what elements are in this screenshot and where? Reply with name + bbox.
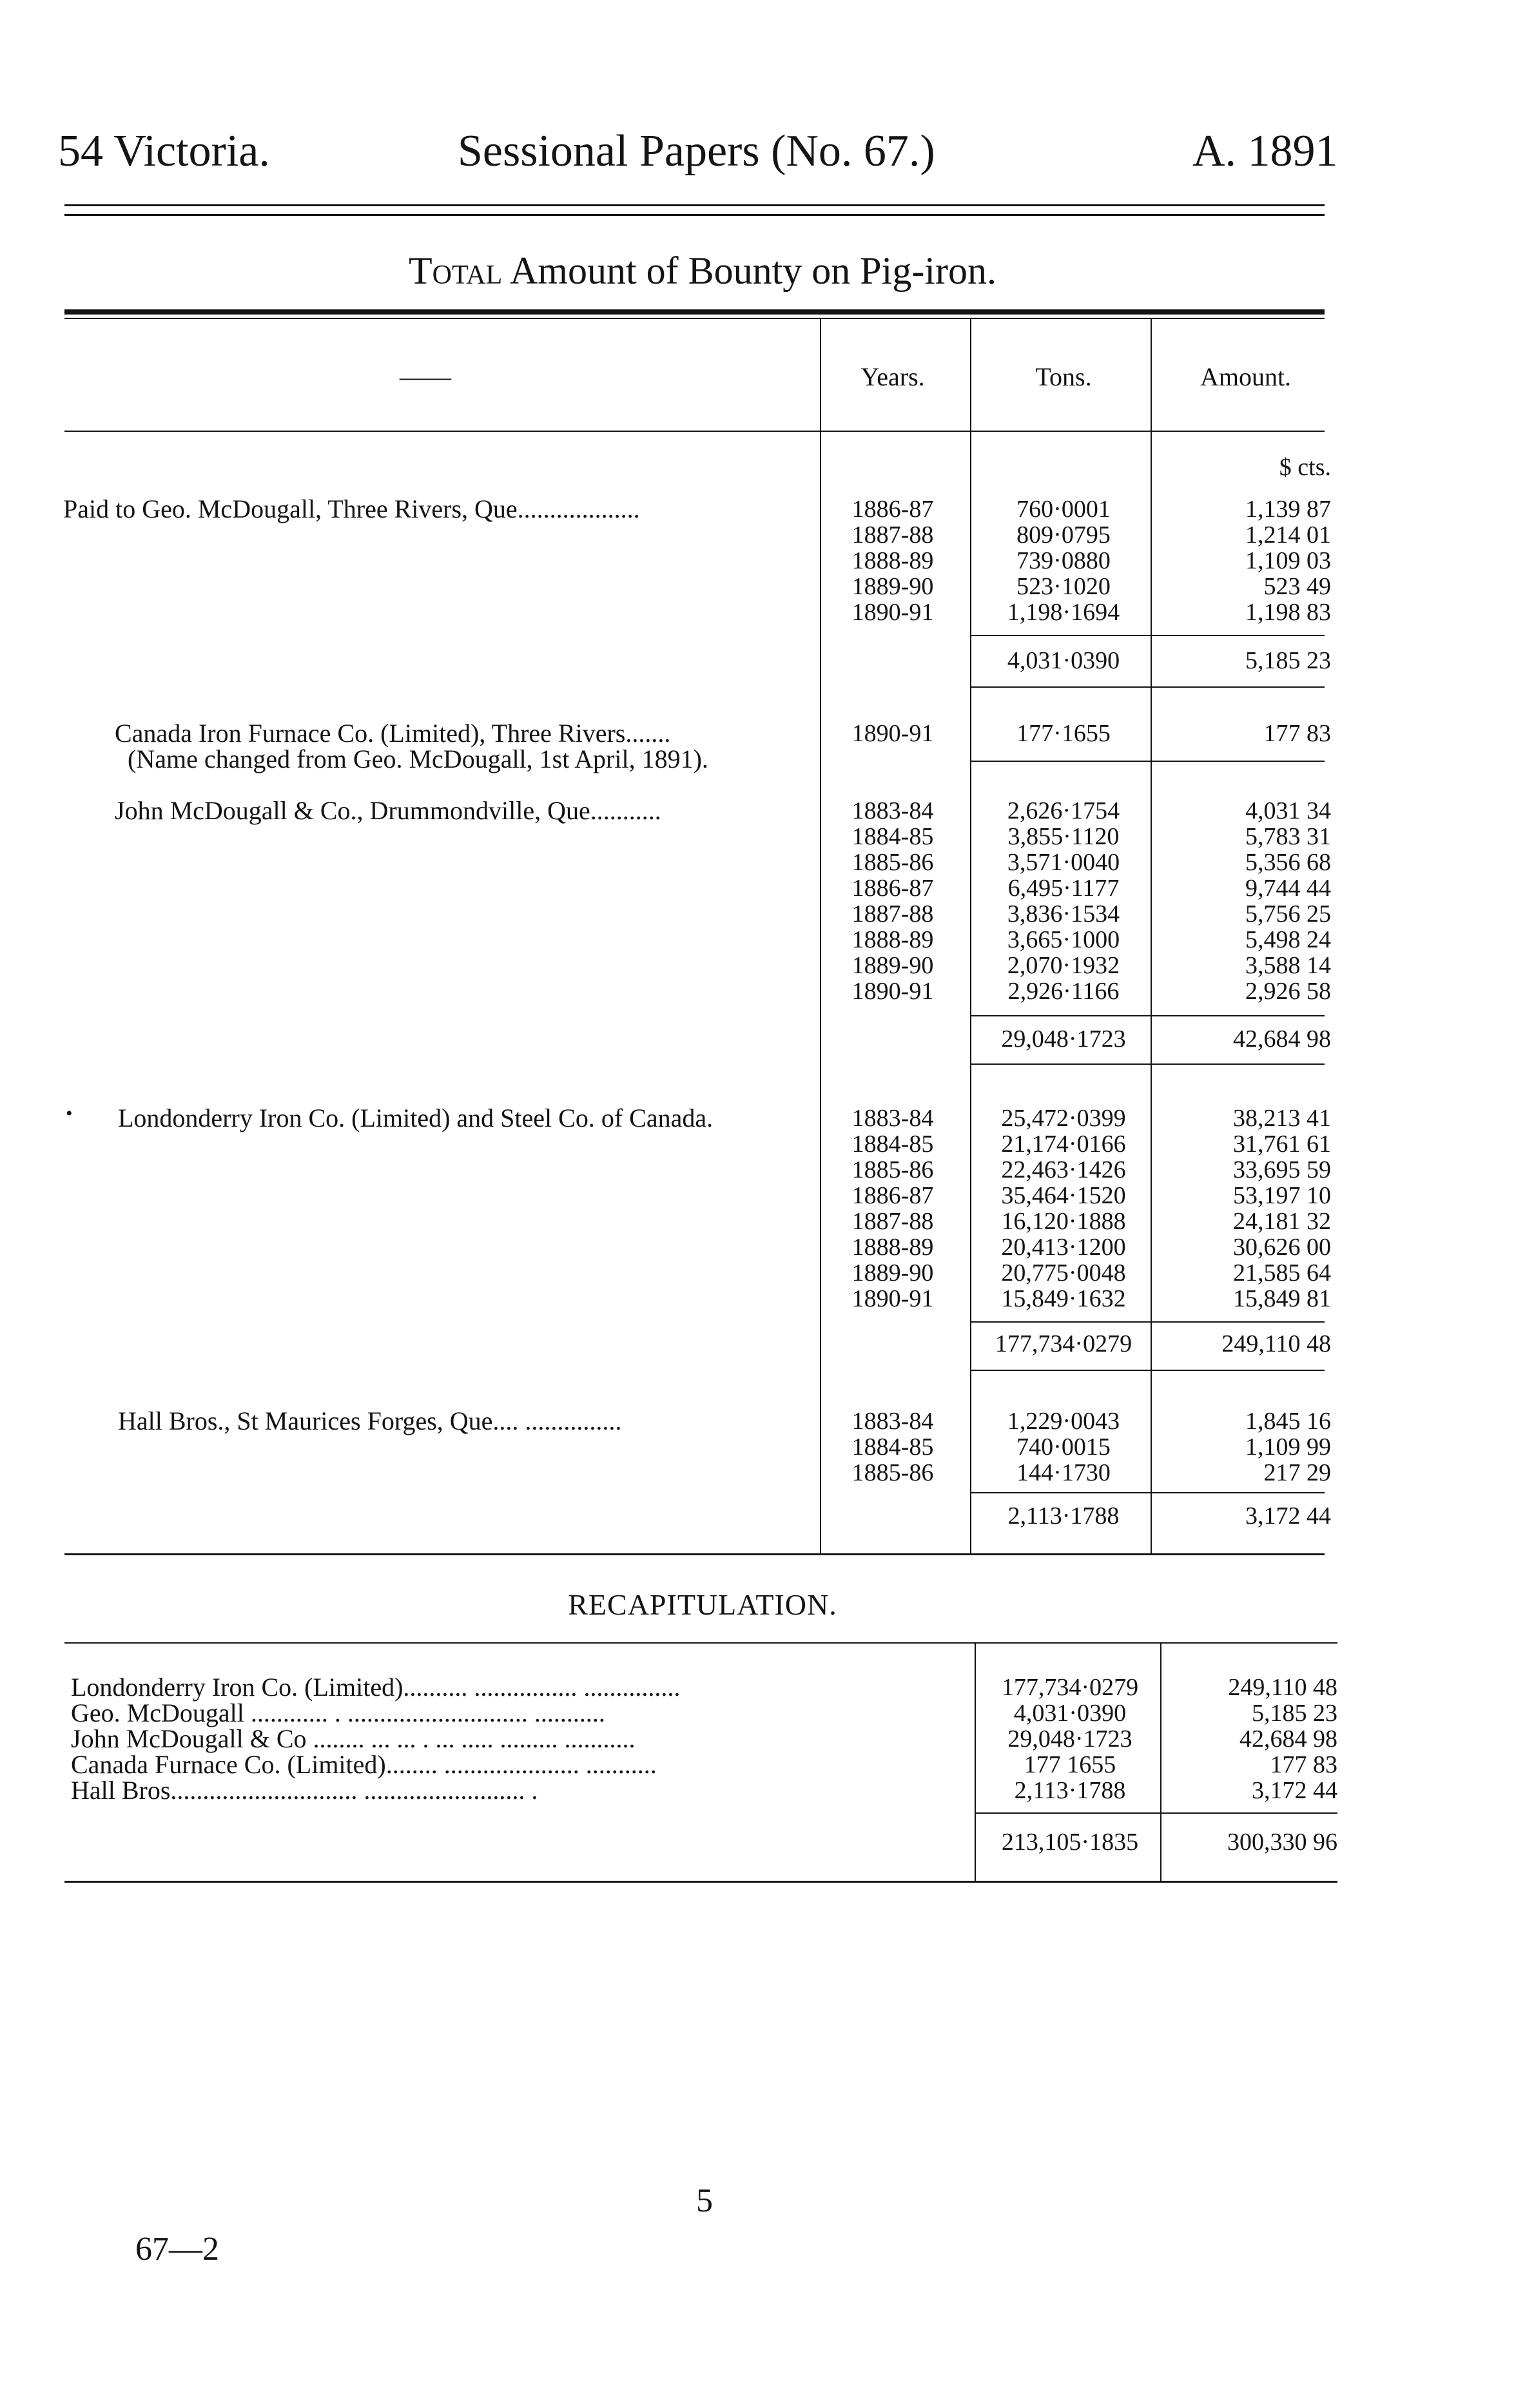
amount-cell: 30,626 00 [1233,1234,1331,1261]
tons-cell: 2,626·1754 [1007,797,1120,824]
amount-cell: 33,695 59 [1233,1156,1331,1183]
header-right: A. 1891 [1192,126,1338,176]
year-cell: 1886-87 [851,496,934,523]
col-head-tons: Tons. [1035,362,1092,391]
recap-top-rule [64,1642,1337,1644]
year-cell: 1890-91 [851,1285,934,1312]
section-total-tons: 29,048·1723 [1001,1025,1126,1053]
tons-column [967,496,1160,625]
year-cell: 1883-84 [851,797,934,824]
tons-column [967,798,1160,1004]
amount-cell: 1,198 83 [1245,599,1331,626]
amount-cell: 5,756 25 [1245,900,1331,927]
header-rule-bottom [64,214,1325,216]
year-cell: 1887-88 [851,1208,934,1235]
col-head-blank: —— [400,362,451,391]
section-total-amount: 3,172 44 [1245,1502,1331,1529]
recap-row-amount: 3,172 44 [1252,1777,1337,1804]
section-total-tons: 4,031·0390 [1007,647,1120,674]
tons-cell: 25,472·0399 [1001,1105,1126,1132]
page-title [0,248,1405,293]
recap-row-amount: 5,185 23 [1252,1700,1337,1727]
section-total-amount: 42,684 98 [1233,1025,1331,1053]
page-number: 5 [696,2182,713,2219]
amount-cell: 5,498 24 [1245,926,1331,953]
footer-code: 67—2 [135,2231,219,2267]
amount-cell: 53,197 10 [1233,1182,1331,1209]
amount-column [1160,496,1331,625]
amount-cell: 38,213 41 [1233,1105,1331,1132]
section-total-amount: 249,110 48 [1221,1330,1331,1357]
tons-cell: 1,198·1694 [1007,599,1120,626]
recap-row-tons: 2,113·1788 [1014,1777,1126,1804]
year-cell: 1890-91 [851,599,934,626]
year-cell: 1890-91 [851,978,934,1005]
amount-cell: 15,849 81 [1233,1285,1331,1312]
header-left: 54 Victoria. [58,126,270,176]
tons-cell: 6,495·1177 [1007,875,1120,902]
amount-cell: 31,761 61 [1233,1131,1331,1158]
amount-cell: 1,845 16 [1245,1408,1331,1435]
recap-subtotal-rule [975,1812,1337,1814]
tons-cell: 760·0001 [1016,496,1111,523]
header-rule-top [64,204,1325,206]
recap-bottom-rule [64,1881,1337,1883]
tons-cell: 3,855·1120 [1007,823,1120,850]
section-total-amount: 5,185 23 [1245,647,1331,674]
section-label: Londonderry Iron Co. (Limited) and Steel Co. of Canada. [118,1103,714,1132]
year-cell: 1886-87 [851,1182,934,1209]
col-head-years: Years. [860,362,925,391]
bullet-mark: • [66,1103,73,1124]
recap-row-amount: 249,110 48 [1228,1674,1337,1701]
table-bottom-rule [64,1553,1325,1555]
year-cell: 1888-89 [851,926,934,953]
tons-cell: 20,413·1200 [1001,1234,1126,1261]
recap-divider-1 [975,1642,976,1881]
year-cell: 1889-90 [851,952,934,979]
amount-cell: 2,926 58 [1245,978,1331,1005]
tons-cell: 3,571·0040 [1007,849,1120,876]
year-cell: 1887-88 [851,521,934,549]
section-rule [970,761,1325,762]
section-total-tons: 177,734·0279 [995,1330,1132,1357]
years-column [831,496,954,625]
tons-cell: 16,120·1888 [1001,1208,1126,1235]
tons-cell: 21,174·0166 [1001,1131,1126,1158]
recap-row-label: Londonderry Iron Co. (Limited).......... ................ ............... [71,1673,681,1702]
amount-cell: 523 49 [1263,573,1331,600]
year-cell: 1883-84 [851,1105,934,1132]
year-cell: 1884-85 [851,1131,934,1158]
year-cell: 1884-85 [851,1433,934,1461]
section-sublabel: (Name changed from Geo. McDougall, 1st April, 1891). [128,744,708,773]
year-cell: 1890-91 [851,720,934,747]
recap-row-tons: 177,734·0279 [1001,1674,1139,1701]
amount-cell: 21,585 64 [1233,1259,1331,1287]
year-cell: 1885-86 [851,1459,934,1486]
year-cell: 1889-90 [851,573,934,600]
amount-cell: 5,356 68 [1245,849,1331,876]
col-head-amount: Amount. [1200,362,1292,391]
recap-row-label: Geo. McDougall ............ . ............................ ........... [71,1698,605,1727]
year-cell: 1888-89 [851,547,934,574]
tons-cell: 20,775·0048 [1001,1259,1126,1287]
title-rule-thin [64,318,1325,319]
recap-row-label: John McDougall & Co ........ ... ... . ... ..... ......... ........... [71,1724,636,1753]
recap-row-label: Hall Bros............................. ......................... . [71,1776,538,1805]
subtotal-rule [970,635,1325,636]
tons-cell: 22,463·1426 [1001,1156,1126,1183]
header-center: Sessional Papers (No. 67.) [458,126,935,176]
recap-row-tons: 4,031·0390 [1013,1700,1127,1727]
year-cell: 1886-87 [851,875,934,902]
tons-cell: 2,070·1932 [1007,952,1120,979]
tons-cell: 3,836·1534 [1007,900,1120,927]
tons-cell: 523·1020 [1016,573,1111,600]
amount-cell: 9,744 44 [1245,875,1331,902]
tons-cell: 739·0880 [1016,547,1111,574]
tons-cell: 35,464·1520 [1001,1182,1126,1209]
year-cell: 1887-88 [851,900,934,927]
amount-cell: 177 83 [1263,720,1331,747]
amount-cell: 1,109 99 [1245,1433,1331,1461]
amount-cell: 1,214 01 [1245,521,1331,549]
year-cell: 1885-86 [851,849,934,876]
recap-total-amount: 300,330 96 [1227,1829,1337,1856]
amount-cell: 3,588 14 [1245,952,1331,979]
tons-cell: 177·1655 [1016,720,1111,747]
tons-cell: 740·0015 [1016,1433,1111,1461]
amount-cell: 5,783 31 [1245,823,1331,850]
title-rest: Amount of Bounty on Pig-iron. [509,249,996,292]
section-label-canada-iron-furnace: Canada Iron Furnace Co. (Limited), Three Rivers....... [115,719,671,748]
year-cell: 1884-85 [851,823,934,850]
recap-row-amount: 177 83 [1270,1751,1337,1778]
recap-row-tons: 29,048·1723 [1007,1725,1132,1753]
amount-cell: 1,139 87 [1245,496,1331,523]
tons-cell: 1,229·0043 [1007,1408,1120,1435]
amount-column [1160,1105,1331,1312]
section-label: John McDougall & Co., Drummondville, Que........... [115,796,661,825]
tons-cell: 2,926·1166 [1007,978,1120,1005]
subtotal-rule [970,1321,1325,1323]
subtotal-rule [970,1015,1325,1016]
tons-cell: 3,665·1000 [1007,926,1120,953]
recap-total-tons: 213,105·1835 [1001,1829,1139,1856]
tons-cell: 144·1730 [1016,1459,1111,1486]
year-cell: 1883-84 [851,1408,934,1435]
tons-column [967,1408,1160,1486]
recap-title: RECAPITULATION. [568,1588,837,1621]
amount-units: $ cts. [1279,454,1331,481]
total-rule [970,1063,1325,1065]
years-column [831,798,954,1004]
title-small-caps: Total [409,249,503,292]
section-label: Hall Bros., St Maurices Forges, Que.... ............... [118,1406,622,1435]
tons-column [967,1105,1160,1312]
recap-row-amount: 42,684 98 [1239,1725,1337,1753]
year-cell: 1889-90 [851,1259,934,1287]
total-rule [970,1370,1325,1371]
amount-column [1160,798,1331,1004]
years-column [831,1408,954,1486]
tons-cell: 15,849·1632 [1001,1285,1126,1312]
title-rule-thick [64,309,1325,315]
amount-cell: 24,181 32 [1233,1208,1331,1235]
recap-row-tons: 177 1655 [1024,1751,1116,1778]
recap-row-label: Canada Furnace Co. (Limited)........ ..................... ........... [71,1750,657,1779]
amount-column [1160,1408,1331,1486]
section-total-tons: 2,113·1788 [1007,1502,1120,1529]
tons-cell: 809·0795 [1016,521,1111,549]
amount-cell: 217 29 [1263,1459,1331,1486]
recap-divider-2 [1160,1642,1161,1881]
total-rule [970,686,1325,688]
col-head-rule [64,431,1325,432]
year-cell: 1885-86 [851,1156,934,1183]
years-column [831,1105,954,1312]
section-label: Paid to Geo. McDougall, Three Rivers, Que................... [63,494,640,523]
amount-cell: 1,109 03 [1245,547,1331,574]
year-cell: 1888-89 [851,1234,934,1261]
subtotal-rule [970,1492,1325,1493]
amount-cell: 4,031 34 [1245,797,1331,824]
col-divider-1 [820,319,821,1553]
